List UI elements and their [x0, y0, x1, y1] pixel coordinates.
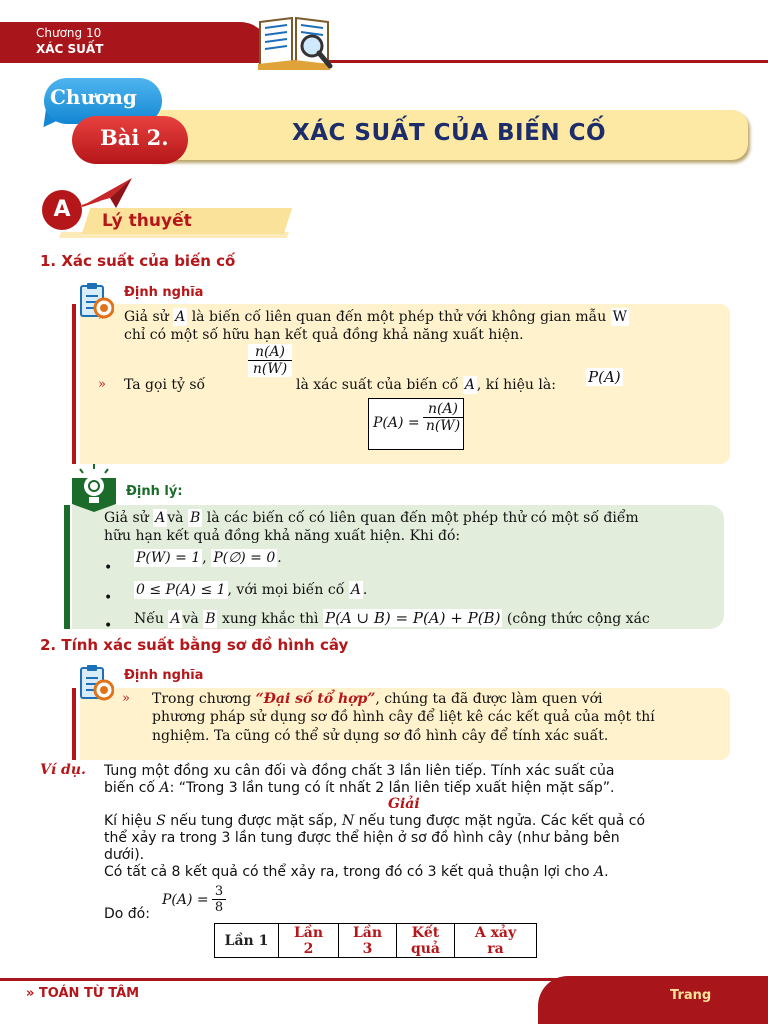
example-text: biến cố: [104, 780, 155, 796]
def1-line-3: [98, 376, 206, 394]
header-text: Lần 2: [293, 924, 324, 957]
var-a: A: [464, 377, 475, 393]
theorem-text: Nếu: [134, 611, 164, 627]
result-denominator: 8: [214, 900, 224, 915]
def2-line-2: phương pháp sử dụng sơ đồ hình cây để liệt kê các kết quả của một thí: [152, 709, 655, 725]
chapter-reference: “Đại số tổ hợp”: [255, 691, 376, 707]
ratio-denominator: n(W): [252, 361, 288, 377]
theorem-text: và: [167, 510, 184, 526]
theorem-rule: [64, 505, 70, 629]
var-a: A: [593, 864, 605, 880]
item-bullet: •: [104, 590, 113, 606]
lesson-number-pill: Bài 2.: [72, 116, 188, 164]
theorem-text: , với mọi biến cố: [227, 582, 345, 598]
footer-brand: » TOÁN TỪ TÂM: [26, 986, 140, 1001]
bullet-marker: »: [122, 691, 130, 706]
solution-text: nếu tung được mặt sấp,: [170, 813, 338, 829]
result-fraction: [212, 884, 226, 915]
table-header-cell: [397, 924, 455, 958]
outcome-table: [214, 923, 537, 958]
var-a: A: [175, 309, 186, 325]
formula-omega: P(W) = 1: [136, 550, 201, 566]
theorem-item-3: [104, 609, 650, 628]
section-a-underline: [59, 232, 289, 238]
theorem-box: [72, 505, 724, 629]
def1-text: Giả sử: [124, 309, 169, 325]
theorem-text: (công thức cộng xác: [506, 611, 650, 627]
period: .: [604, 864, 609, 880]
theorem-line-1: [104, 509, 724, 527]
omega-symbol: W: [612, 309, 628, 325]
def1-text: Ta gọi tỷ số: [124, 377, 206, 393]
def1-line-3b: [296, 376, 556, 394]
lesson-title: XÁC SUẤT CỦA BIẾN CỐ: [292, 120, 607, 146]
separator: ,: [202, 550, 207, 566]
solution-text: nếu tung được mặt ngửa. Các kết quả có: [358, 813, 646, 829]
solution-label: Giải: [388, 796, 420, 812]
solution-line-4: [104, 864, 609, 881]
example-label: Ví dụ.: [40, 762, 86, 778]
bullet-marker: »: [98, 377, 106, 392]
def2-line-1: [122, 690, 732, 708]
formula-numerator: n(A): [427, 401, 459, 417]
section-a-label: Lý thuyết: [102, 211, 192, 231]
var-b: B: [189, 510, 201, 526]
period: .: [277, 550, 282, 566]
theorem-text: Giả sử: [104, 510, 149, 526]
probability-symbol: P(A): [588, 368, 621, 386]
theorem-text: và: [182, 611, 199, 627]
theorem-title: Định lý:: [126, 484, 183, 499]
result-numerator: 3: [214, 884, 224, 899]
theorem-item-1: [104, 549, 282, 576]
var-s: S: [156, 813, 166, 829]
header-divider: [0, 60, 768, 63]
theorem-item-2: [104, 581, 368, 606]
header-chapter: Chương 10: [36, 26, 102, 40]
var-a: A: [159, 780, 170, 796]
definition-2-box: [80, 688, 730, 760]
paper-plane-icon: [80, 176, 134, 210]
example-text: : “Trong 3 lần tung có ít nhất 2 lần liên tiếp xuất hiện mặt sấp”.: [169, 780, 615, 796]
solution-line-3: dưới).: [104, 847, 145, 863]
table-header-cell: [455, 924, 537, 958]
solution-line-1: [104, 813, 645, 830]
book-magnifier-icon: [254, 8, 334, 72]
var-n: N: [341, 813, 355, 829]
example-line-1: Tung một đồng xu cân đối và đồng chất 3 lần liên tiếp. Tính xác suất của: [104, 763, 615, 779]
def2-line-3: nghiệm. Ta cũng có thể sử dụng sơ đồ hình cây để tính xác suất.: [152, 728, 609, 744]
def2-text: Trong chương: [152, 691, 252, 707]
formula-lhs: P(A) =: [373, 415, 420, 431]
footer-page-label: Trang: [670, 988, 712, 1003]
def1-text: là biến cố liên quan đến một phép thử với không gian mẫu: [191, 309, 607, 325]
theorem-text: là các biến cố có liên quan đến một phép thử có một số điểm: [206, 510, 639, 526]
var-a: A: [155, 510, 166, 526]
definition-1-rule: [72, 304, 76, 464]
solution-text: Kí hiệu: [104, 813, 152, 829]
formula-denominator: n(W): [425, 418, 461, 434]
table-header-cell: Lần 1: [215, 924, 279, 958]
theorem-line-2: hữu hạn kết quả đồng khả năng xuất hiện. Khi đó:: [104, 528, 461, 544]
def1-text: , kí hiệu là:: [476, 377, 556, 393]
var-a: A: [350, 582, 361, 598]
header-subject: XÁC SUẤT: [36, 42, 104, 56]
ratio-fraction: [248, 344, 292, 377]
checklist-target-icon: [78, 662, 114, 702]
item-bullet: •: [104, 560, 113, 576]
table-header-cell: [339, 924, 397, 958]
header-text: Lần 3: [352, 924, 383, 957]
var-b: B: [205, 611, 216, 627]
def1-line-2: chỉ có một số hữu hạn kết quả đồng khả năng xuất hiện.: [124, 327, 524, 343]
footer-bar: [538, 976, 768, 1024]
formula-addition: P(A ∪ B) = P(A) + P(B): [325, 609, 501, 627]
definition-2-title: Định nghĩa: [124, 668, 204, 683]
definition-2-rule: [72, 688, 76, 760]
checklist-target-icon: [78, 280, 114, 320]
formula-range: 0 ≤ P(A) ≤ 1: [136, 582, 226, 598]
def1-line-1: [124, 308, 724, 326]
section-a-badge: A: [42, 190, 82, 230]
table-header-row: [215, 924, 537, 958]
solution-text: Có tất cả 8 kết quả có thể xảy ra, trong đó có 3 kết quả thuận lợi cho: [104, 864, 590, 880]
theorem-text: xung khắc thì: [221, 611, 319, 627]
example-line-2: [104, 780, 614, 797]
chapter-bubble: Chương: [44, 78, 162, 124]
section-1-heading: 1. Xác suất của biến cố: [40, 252, 236, 270]
header-text: A xảy ra: [474, 924, 517, 957]
formula-empty: P(∅) = 0: [213, 550, 276, 566]
result-lhs: P(A) =: [162, 892, 209, 908]
solution-line-2: thể xảy ra trong 3 lần tung được thể hiện ở sơ đồ hình cây (như bảng bên: [104, 830, 620, 846]
period: .: [362, 582, 368, 598]
formula-fraction: [423, 401, 463, 434]
var-a: A: [170, 611, 181, 627]
definition-1-title: Định nghĩa: [124, 285, 204, 300]
def1-text: là xác suất của biến cố: [296, 377, 459, 393]
lightbulb-gear-icon: [72, 464, 116, 512]
def2-text: , chúng ta đã được làm quen với: [375, 691, 603, 707]
item-bullet: •: [104, 618, 113, 629]
probability-formula-box: [368, 398, 464, 450]
section-2-heading: 2. Tính xác suất bằng sơ đồ hình cây: [40, 636, 349, 654]
solution-conclusion: Do đó:: [104, 906, 150, 922]
ratio-numerator: n(A): [254, 344, 286, 360]
table-header-cell: [279, 924, 339, 958]
header-text: Kết quả: [410, 924, 441, 957]
